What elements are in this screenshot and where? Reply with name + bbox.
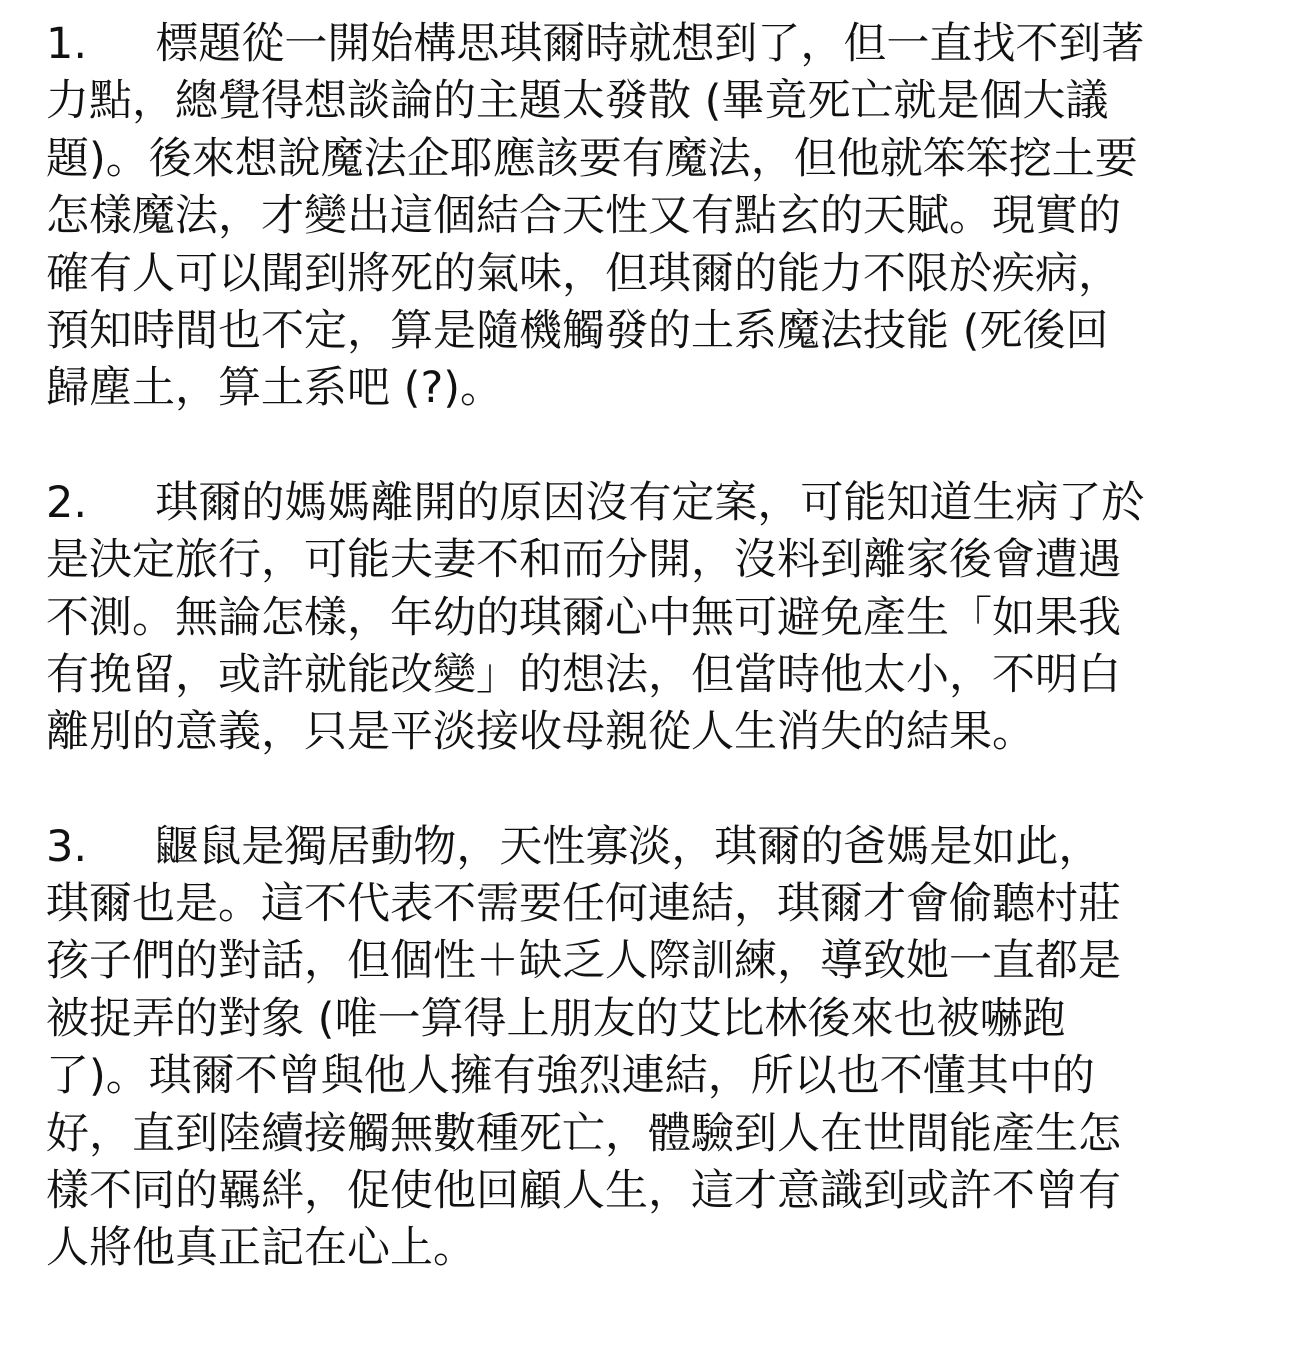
paragraph-line: 琪爾也是。這不代表不需要任何連結，琪爾才會偷聽村莊 <box>46 879 1121 930</box>
paragraph-line: 確有人可以聞到將死的氣味，但琪爾的能力不限於疾病， <box>46 248 1121 299</box>
paragraph-line: 2. 琪爾的媽媽離開的原因沒有定案，可能知道生病了於 <box>46 477 1145 528</box>
paragraph-1 <box>46 16 1256 418</box>
paragraph-line: 預知時間也不定，算是隨機觸發的土系魔法技能 (死後回 <box>46 305 1109 356</box>
paragraph-line: 歸塵土，算土系吧 (?)。 <box>46 363 504 414</box>
paragraph-line: 孩子們的對話，但個性＋缺乏人際訓練，導致她一直都是 <box>46 936 1121 987</box>
paragraph-line: 題)。後來想說魔法企耶應該要有魔法，但他就笨笨挖土要 <box>46 133 1138 184</box>
paragraph-spacer <box>46 418 1256 475</box>
paragraph-line: 3. 鼴鼠是獨居動物，天性寡淡，琪爾的爸媽是如此， <box>46 821 1102 872</box>
paragraph-line: 力點，總覺得想談論的主題太發散 (畢竟死亡就是個大議 <box>46 76 1109 127</box>
paragraph-line: 1. 標題從一開始構思琪爾時就想到了，但一直找不到著 <box>46 19 1145 69</box>
paragraph-line: 了)。琪爾不曾與他人擁有強烈連結，所以也不懂其中的 <box>46 1051 1095 1102</box>
paragraph-line: 被捉弄的對象 (唯一算得上朋友的艾比林後來也被嚇跑 <box>46 993 1066 1044</box>
paragraph-2 <box>46 475 1256 762</box>
paragraph-line: 不測。無論怎樣，年幼的琪爾心中無可避免產生「如果我 <box>46 592 1121 643</box>
paragraph-line: 怎樣魔法，才變出這個結合天性又有點玄的天賦。現實的 <box>46 191 1121 242</box>
paragraph-line: 人將他真正記在心上。 <box>46 1223 476 1274</box>
paragraph-line: 好，直到陸續接觸無數種死亡，體驗到人在世間能產生怎 <box>46 1108 1121 1159</box>
paragraph-3 <box>46 819 1256 1278</box>
paragraph-spacer <box>46 762 1256 819</box>
paragraph-line: 是決定旅行，可能夫妻不和而分開，沒料到離家後會遭遇 <box>46 535 1121 586</box>
paragraph-line: 樣不同的羈絆，促使他回顧人生，這才意識到或許不曾有 <box>46 1166 1121 1217</box>
paragraph-line: 離別的意義，只是平淡接收母親從人生消失的結果。 <box>46 707 1035 758</box>
notes-document <box>46 16 1256 1278</box>
paragraph-line: 有挽留，或許就能改變」的想法，但當時他太小，不明白 <box>46 649 1121 700</box>
